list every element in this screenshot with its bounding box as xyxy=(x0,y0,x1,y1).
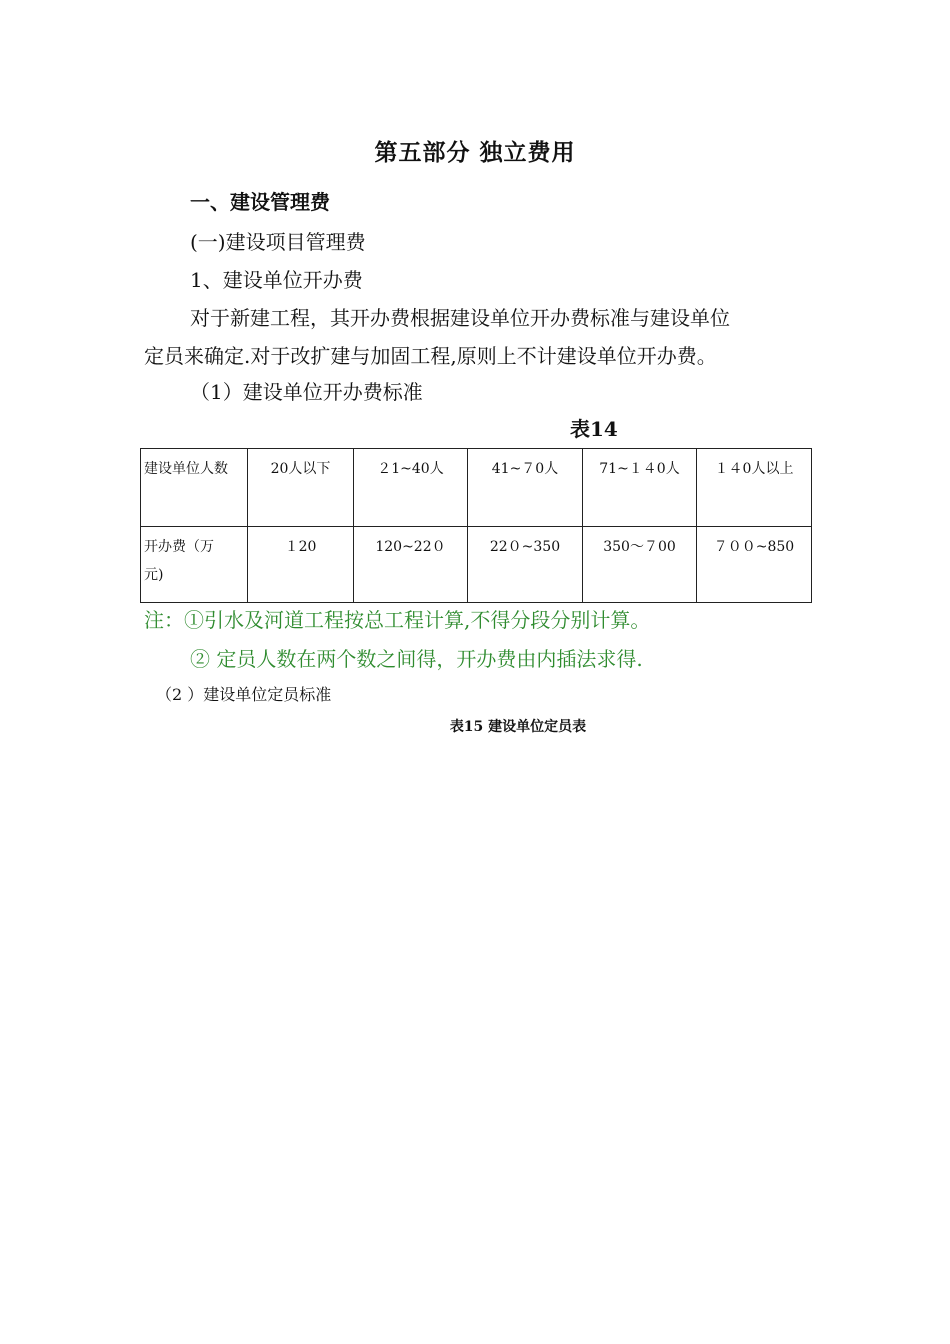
table-cell: 22０~350 xyxy=(468,527,583,603)
note-2: ② 定员人数在两个数之间得，开办费由内插法求得. xyxy=(190,647,643,671)
subheading-staffing: （2 ）建设单位定员标准 xyxy=(156,685,332,704)
table15-caption: 表15 建设单位定员表 xyxy=(449,719,587,735)
label-line-1: 开办费（万 xyxy=(144,539,214,555)
label-line-2: 元) xyxy=(144,567,164,583)
table-row xyxy=(141,449,812,527)
table-cell: ２1~40人 xyxy=(354,449,468,527)
table-cell-label xyxy=(141,527,248,603)
table-cell: １20 xyxy=(248,527,354,603)
table-row xyxy=(141,527,812,603)
table-cell: 41~７0人 xyxy=(468,449,583,527)
table14-caption: 表14 xyxy=(570,417,618,441)
page-title: 第五部分 独立费用 xyxy=(374,139,576,166)
table-cell: 71~１４0人 xyxy=(583,449,697,527)
table-cell: 120~22０ xyxy=(354,527,468,603)
paragraph-line-2: 定员来确定.对于改扩建与加固工程,原则上不计建设单位开办费。 xyxy=(144,344,717,368)
table-cell: 350～７00 xyxy=(583,527,697,603)
note-1: 注：①引水及河道工程按总工程计算,不得分段分别计算。 xyxy=(144,608,651,632)
section-heading: 一、建设管理费 xyxy=(190,190,330,214)
subheading-standard: （1）建设单位开办费标准 xyxy=(190,380,423,404)
item-heading: 1、建设单位开办费 xyxy=(190,268,363,292)
table-cell: １４0人以上 xyxy=(697,449,812,527)
startup-fee-table xyxy=(140,448,812,603)
table-cell: ７００~850 xyxy=(697,527,812,603)
table-cell: 建设单位人数 xyxy=(141,449,248,527)
table-cell: 20人以下 xyxy=(248,449,354,527)
paragraph-line-1: 对于新建工程，其开办费根据建设单位开办费标准与建设单位 xyxy=(190,306,730,330)
subsection-heading: (一)建设项目管理费 xyxy=(190,230,366,254)
